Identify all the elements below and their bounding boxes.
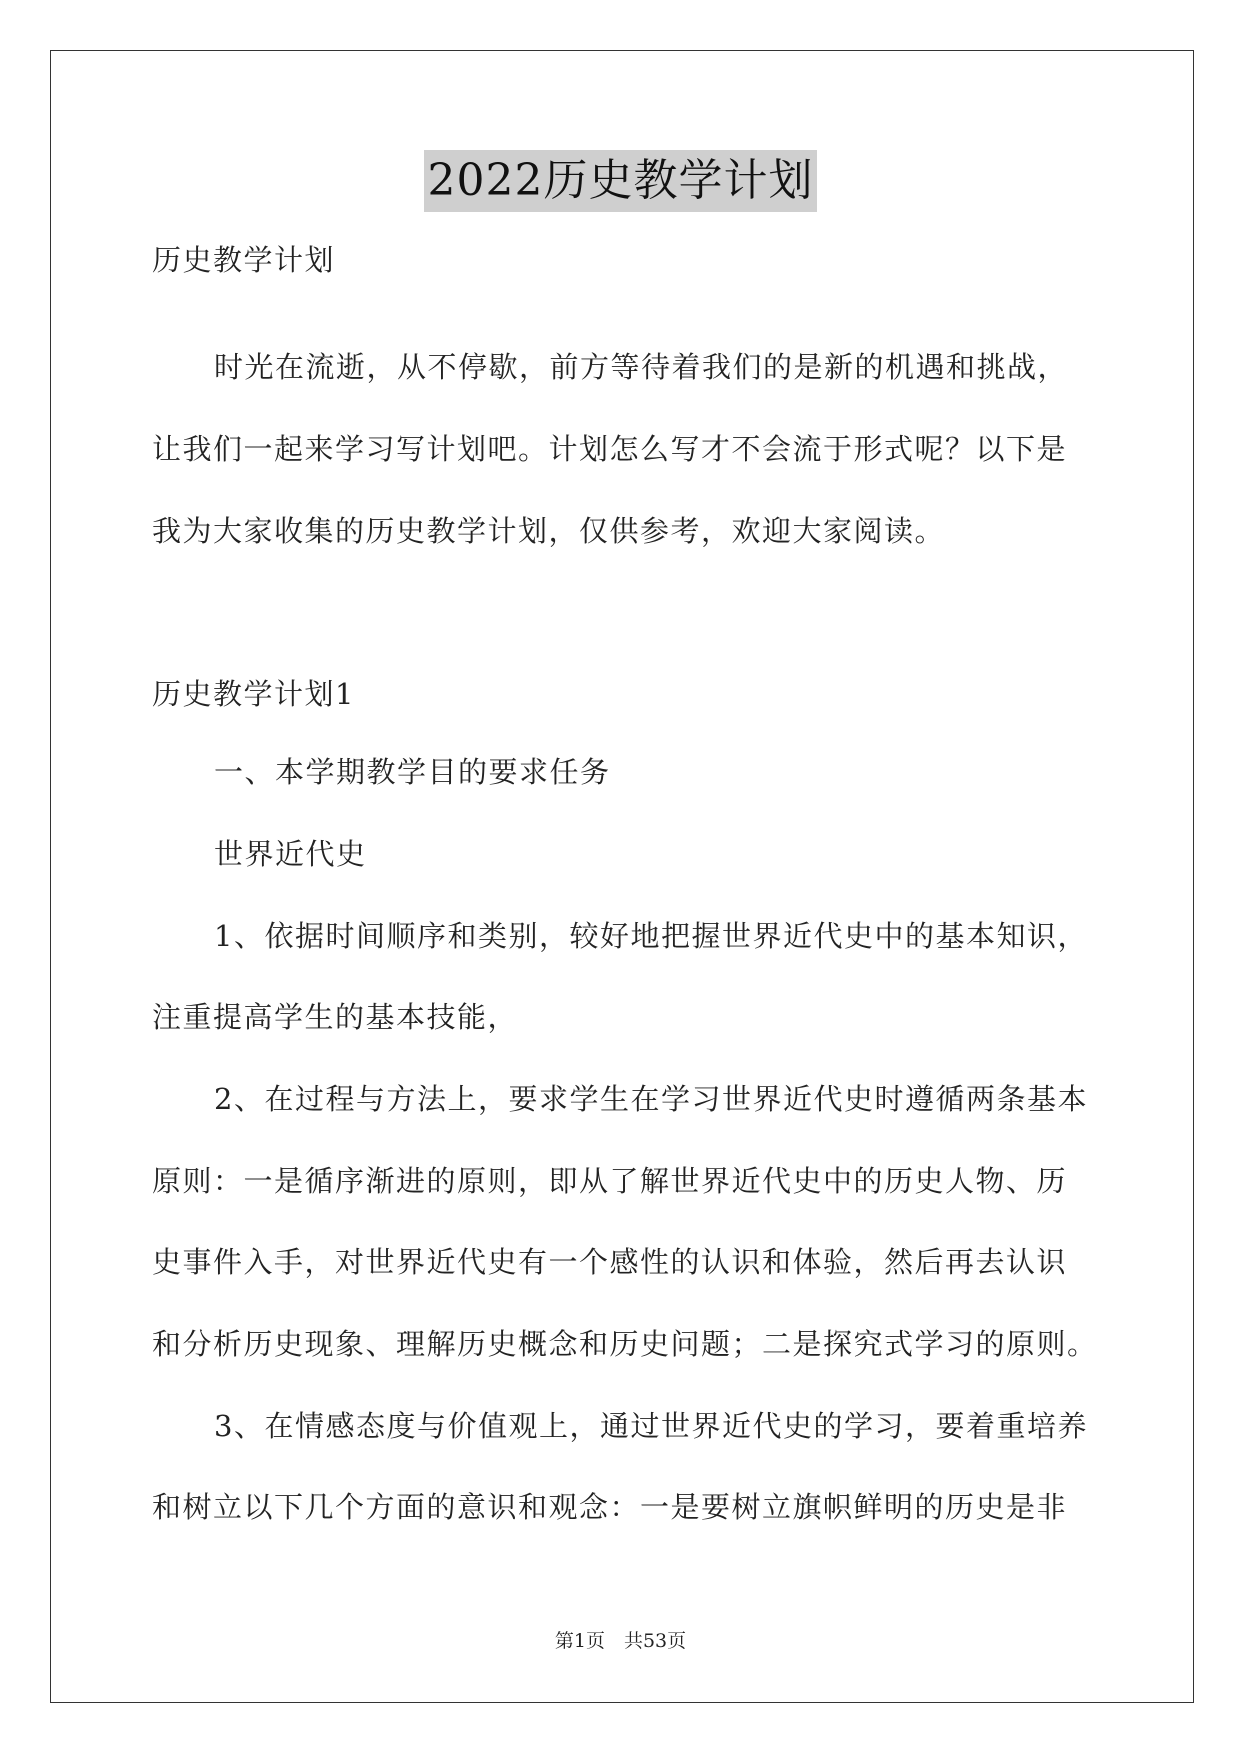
paragraph-line: 和树立以下几个方面的意识和观念：一是要树立旗帜鲜明的历史是非: [152, 1490, 1068, 1524]
page-border: [50, 50, 1194, 1703]
paragraph-line: 1、依据时间顺序和类别，较好地把握世界近代史中的基本知识，: [214, 919, 1088, 953]
paragraph-line: 我为大家收集的历史教学计划，仅供参考，欢迎大家阅读。: [152, 514, 946, 548]
paragraph-line: 3、在情感态度与价值观上，通过世界近代史的学习，要着重培养: [214, 1409, 1088, 1443]
section-heading: 历史教学计划1: [152, 677, 355, 711]
subheading: 一、本学期教学目的要求任务: [214, 755, 611, 789]
title-container: [0, 150, 1241, 212]
paragraph-line: 史事件入手，对世界近代史有一个感性的认识和体验，然后再去认识: [152, 1245, 1068, 1279]
paragraph-line: 时光在流逝，从不停歇，前方等待着我们的是新的机遇和挑战，: [214, 350, 1069, 384]
page-footer: 第1页 共53页: [554, 1630, 687, 1652]
subheading: 世界近代史: [214, 837, 367, 871]
paragraph-line: 原则：一是循序渐进的原则，即从了解世界近代史中的历史人物、历: [152, 1164, 1068, 1198]
document-title: 2022历史教学计划: [424, 150, 818, 212]
paragraph-line: 2、在过程与方法上，要求学生在学习世界近代史时遵循两条基本: [214, 1082, 1088, 1116]
section-heading: 历史教学计划: [152, 243, 336, 277]
paragraph-line: 让我们一起来学习写计划吧。计划怎么写才不会流于形式呢？以下是: [152, 432, 1068, 466]
paragraph-line: 注重提高学生的基本技能，: [152, 1000, 519, 1034]
paragraph-line: 和分析历史现象、理解历史概念和历史问题；二是探究式学习的原则。: [152, 1327, 1098, 1361]
